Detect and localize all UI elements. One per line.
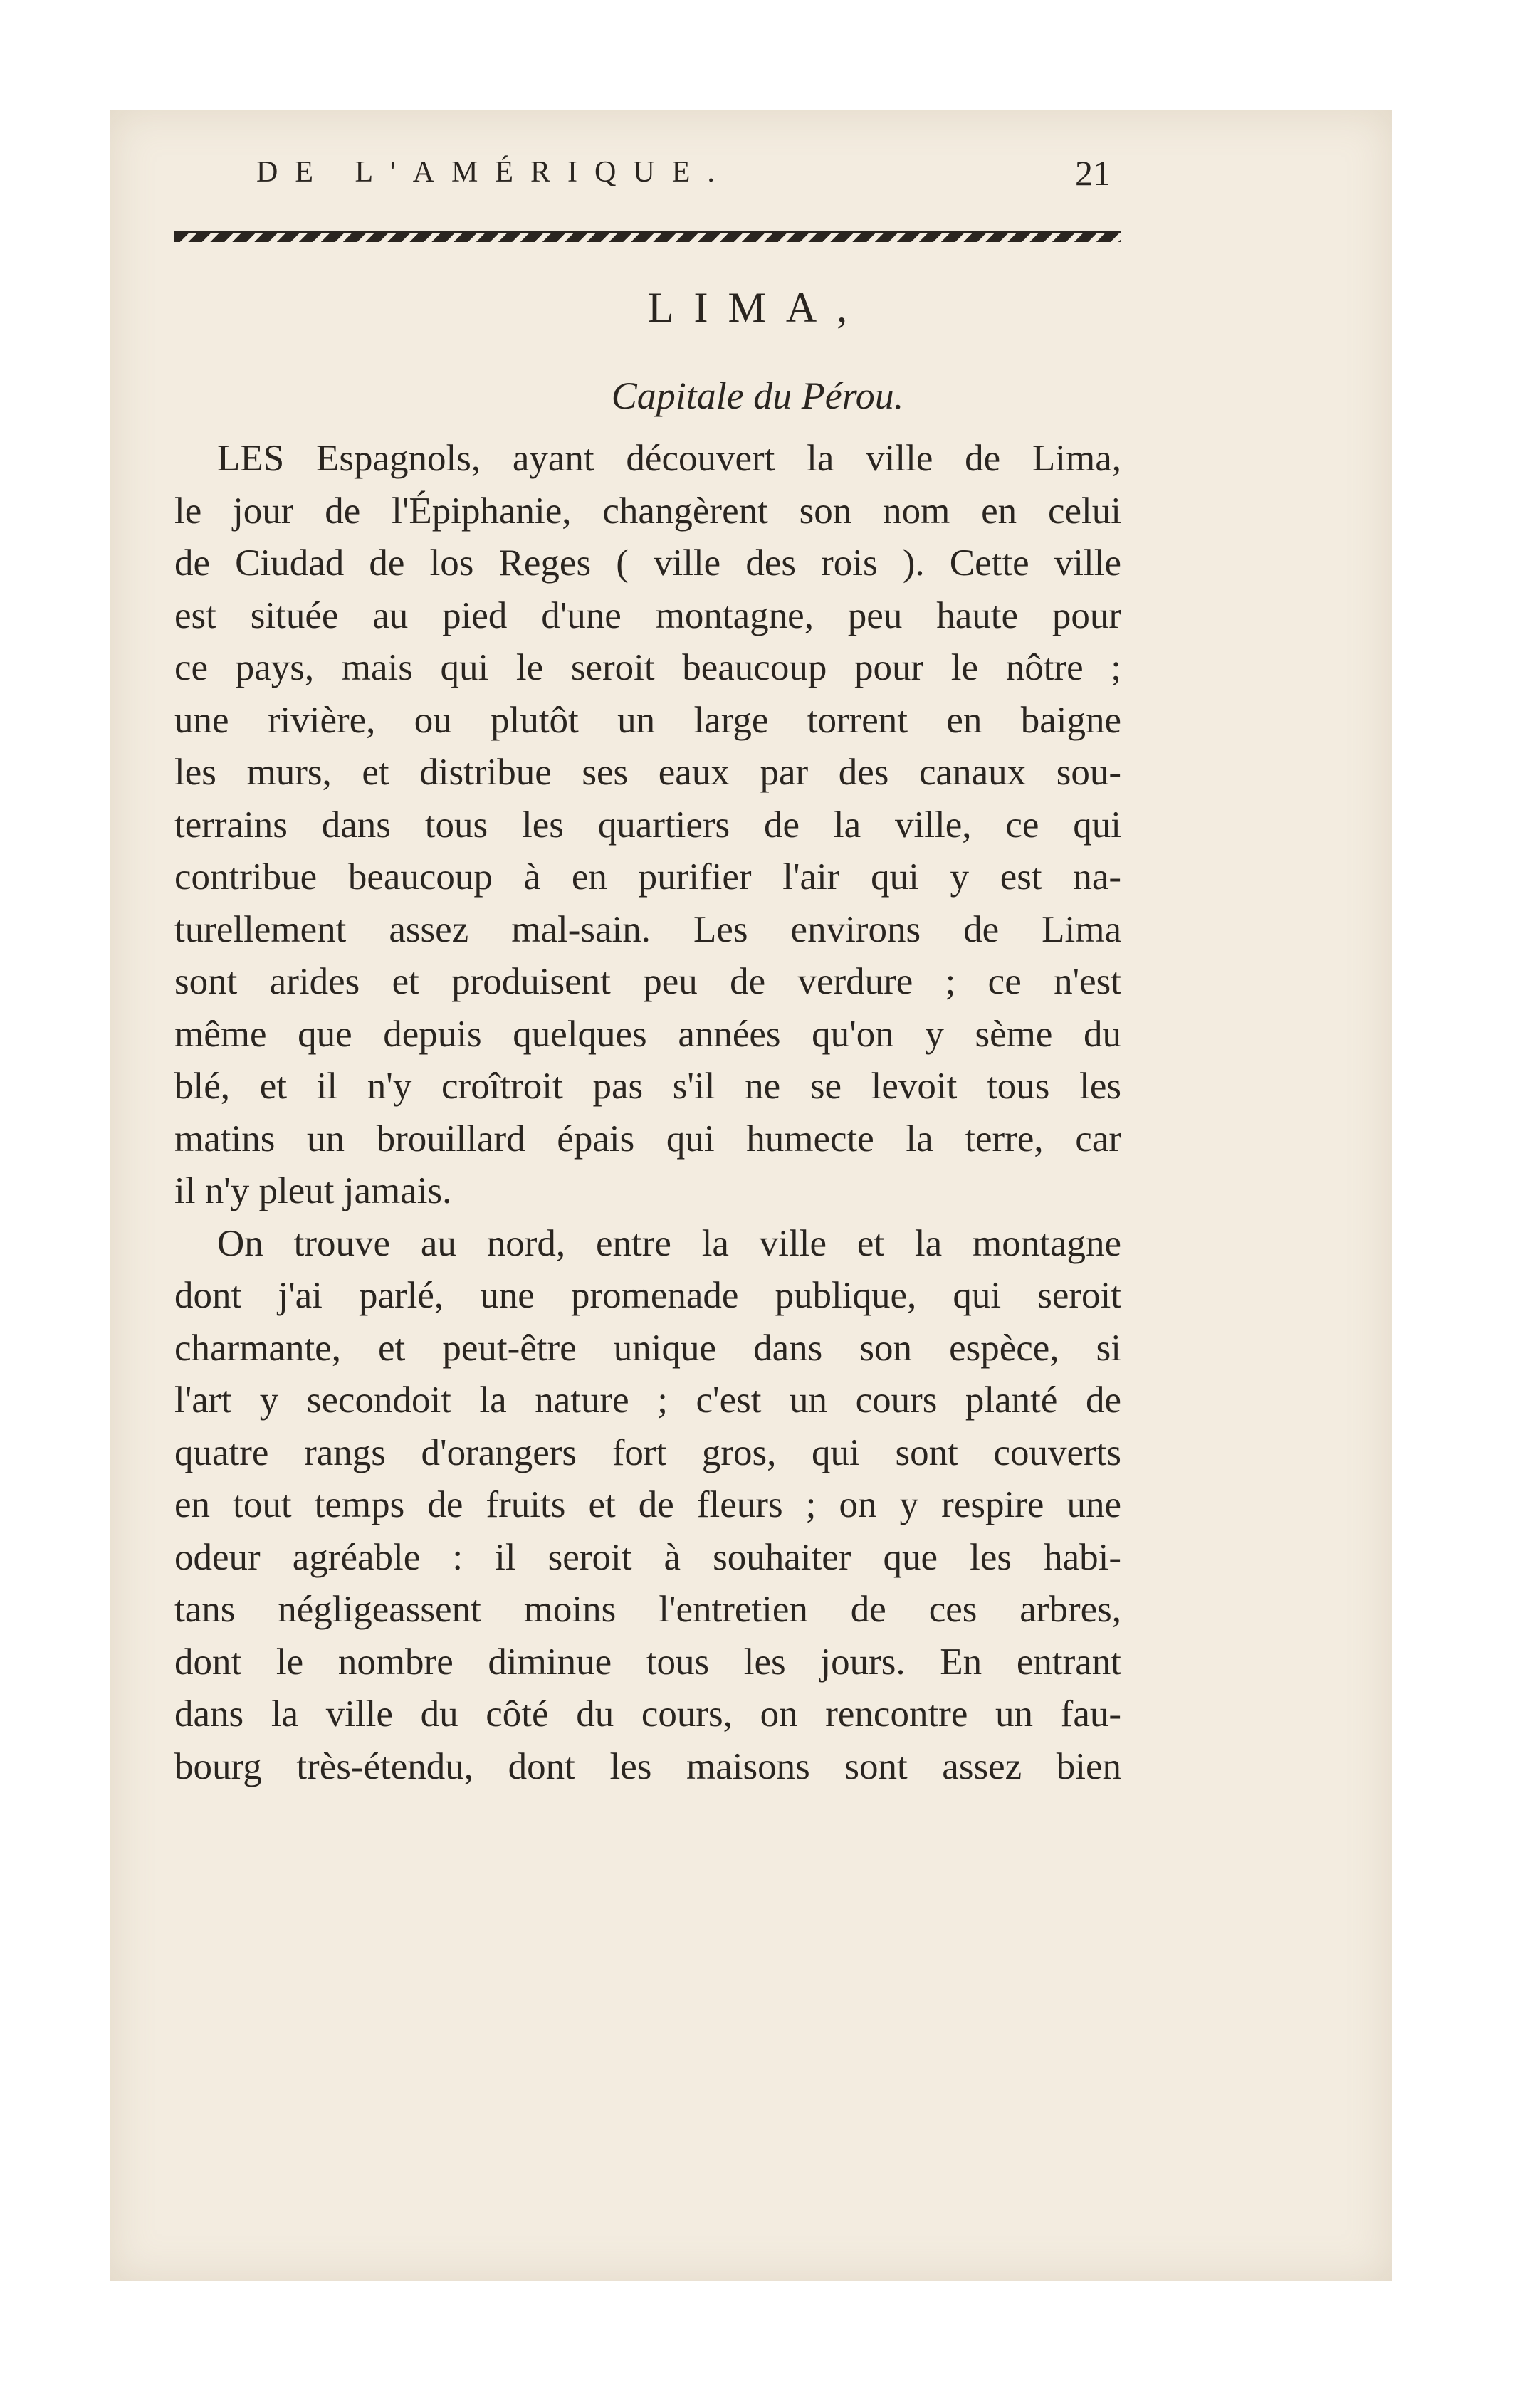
text-line: terrains dans tous les quartiers de la ville, ce qui	[174, 804, 1121, 846]
text-line: il n'y pleut jamais.	[174, 1170, 452, 1211]
text-line: les murs, et distribue ses eaux par des canaux sou-	[174, 752, 1121, 793]
text-line: tans négligeassent moins l'entretien de ces arbres,	[174, 1589, 1121, 1630]
text-line: dans la ville du côté du cours, on rencontre un fau-	[174, 1693, 1121, 1735]
text-line: On trouve au nord, entre la ville et la montagne	[217, 1222, 1121, 1264]
text-line: turellement assez mal-sain. Les environs de Lima	[174, 908, 1121, 950]
text-line: contribue beaucoup à en purifier l'air qui y est na-	[174, 856, 1121, 898]
text-line: odeur agréable : il seroit à souhaiter que les habi-	[174, 1536, 1121, 1578]
text-line: charmante, et peut-être unique dans son espèce, si	[174, 1327, 1121, 1369]
text-line: LES Espagnols, ayant découvert la ville de Lima,	[217, 438, 1121, 479]
text-line: une rivière, ou plutôt un large torrent en baigne	[174, 699, 1121, 741]
text-line: même que depuis quelques années qu'on y sème du	[174, 1013, 1121, 1055]
text-line: ce pays, mais qui le seroit beaucoup pour le nôtre ;	[174, 647, 1121, 688]
decorative-rule	[174, 231, 1121, 242]
chapter-title: LIMA,	[647, 284, 868, 331]
text-line: quatre rangs d'orangers fort gros, qui sont couverts	[174, 1431, 1121, 1473]
text-line: le jour de l'Épiphanie, changèrent son nom en celui	[174, 490, 1121, 532]
text-line: est située au pied d'une montagne, peu haute pour	[174, 594, 1121, 636]
text-line: en tout temps de fruits et de fleurs ; on y respire une	[174, 1484, 1121, 1525]
running-head: DE L'AMÉRIQUE.	[256, 156, 732, 189]
text-line: blé, et il n'y croîtroit pas s'il ne se levoit tous les	[174, 1066, 1121, 1107]
text-line: de Ciudad de los Reges ( ville des rois ). Cette ville	[174, 542, 1121, 584]
text-line: dont j'ai parlé, une promenade publique, qui seroit	[174, 1275, 1121, 1316]
paragraph-1	[174, 433, 1121, 1218]
text-line: sont arides et produisent peu de verdure ; ce n'est	[174, 961, 1121, 1002]
text-line: bourg très-étendu, dont les maisons sont assez bien	[174, 1745, 1121, 1787]
page-number: 21	[1075, 153, 1111, 193]
body-text	[174, 433, 1121, 1793]
text-line: dont le nombre diminue tous les jours. En entrant	[174, 1641, 1121, 1683]
text-line: matins un brouillard épais qui humecte la terre, car	[174, 1118, 1121, 1160]
chapter-subtitle: Capitale du Pérou.	[611, 374, 904, 417]
page-header	[256, 155, 1111, 212]
text-line: l'art y secondoit la nature ; c'est un cours planté de	[174, 1379, 1121, 1421]
paragraph-2	[174, 1218, 1121, 1794]
